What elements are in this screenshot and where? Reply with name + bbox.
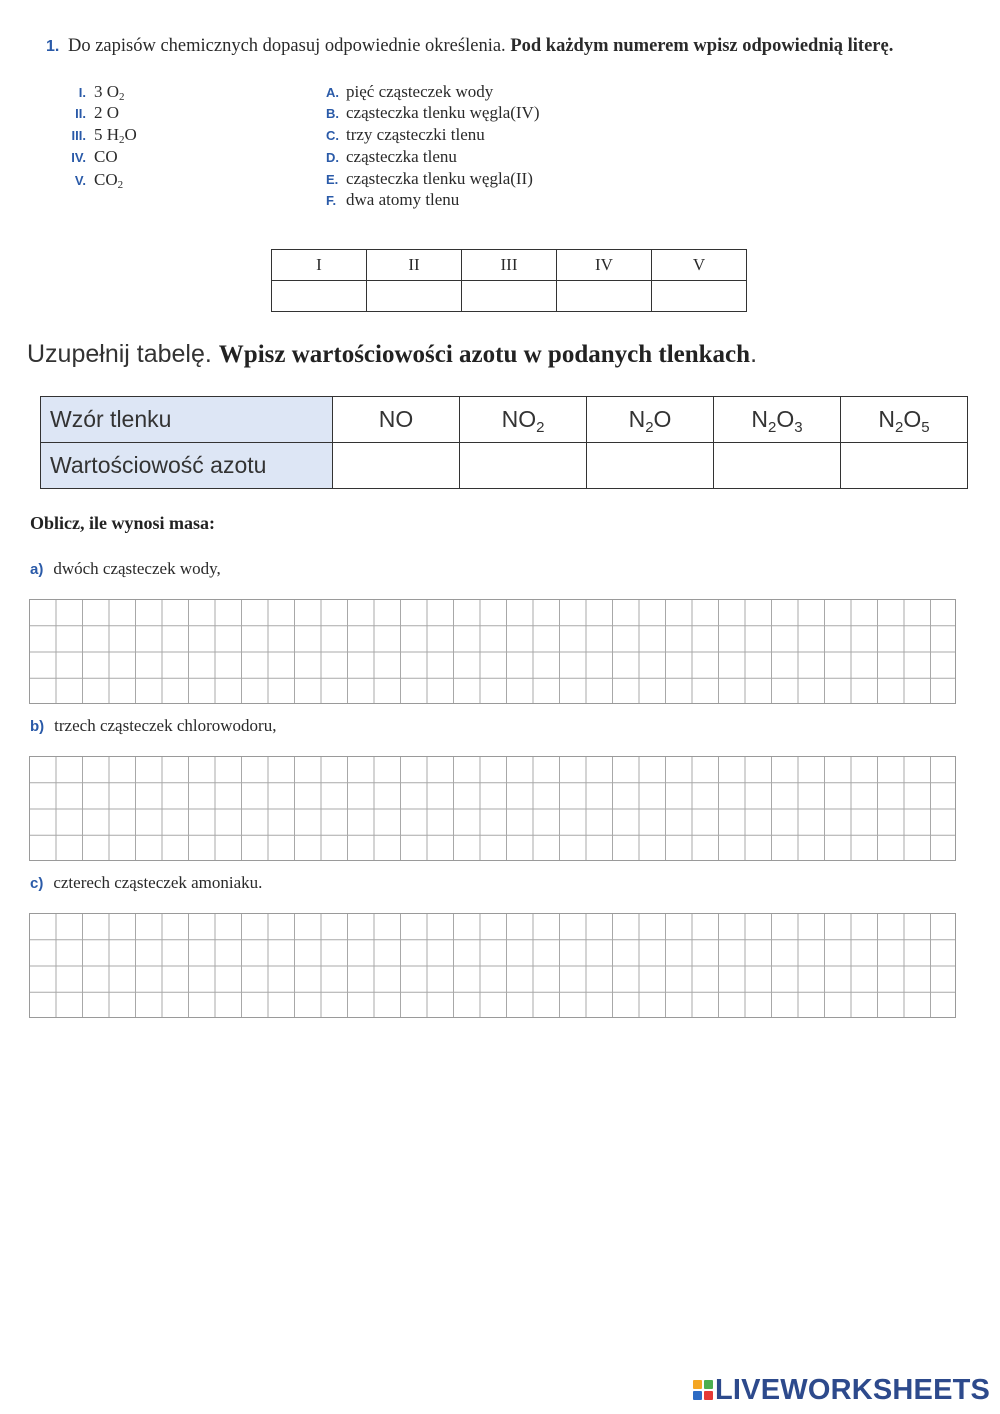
valence-input-cell[interactable] xyxy=(460,443,587,489)
formula-subscript: 2 xyxy=(895,419,904,436)
formula-symbol: NO xyxy=(501,406,537,432)
formula-row-header: Wzór tlenku xyxy=(41,397,333,443)
description-label: C. xyxy=(326,128,339,143)
description-item xyxy=(326,190,459,210)
formula-subscript: 2 xyxy=(119,134,125,146)
formula-symbol: NO xyxy=(378,406,414,432)
formula-item xyxy=(52,147,118,167)
answer-header-row xyxy=(272,250,747,281)
description-item xyxy=(326,147,457,167)
description-item xyxy=(326,169,533,189)
valence-input-cell[interactable] xyxy=(841,443,968,489)
task2-heading-end: . xyxy=(750,340,758,368)
description-label: F. xyxy=(326,193,337,208)
answer-header-cell: III xyxy=(462,250,557,281)
valence-formula-row xyxy=(41,397,968,443)
description-text: cząsteczka tlenku węgla(IV) xyxy=(346,103,540,122)
description-text: dwa atomy tlenu xyxy=(346,190,460,209)
formula-text: 5 H xyxy=(94,125,120,144)
logo-square-3 xyxy=(693,1391,702,1400)
formula-subscript: 2 xyxy=(645,419,654,436)
formula-text: 2 O xyxy=(94,103,120,122)
answer-grid-c[interactable] xyxy=(29,913,956,1018)
logo-square-4 xyxy=(704,1391,713,1400)
valence-row-header: Wartościowość azotu xyxy=(41,443,333,489)
task1-number: 1. xyxy=(46,38,60,55)
oxide-formula-cell xyxy=(587,397,714,443)
description-label: A. xyxy=(326,85,339,100)
formula-item xyxy=(52,103,119,123)
item-text: czterech cząsteczek amoniaku. xyxy=(53,873,263,892)
item-label: c) xyxy=(30,875,44,892)
task3-item-c xyxy=(30,873,262,893)
answer-input-cell[interactable] xyxy=(272,281,367,312)
formula-symbol: N xyxy=(628,406,646,432)
answer-grid-a[interactable] xyxy=(29,599,956,704)
description-text: cząsteczka tlenku węgla(II) xyxy=(346,169,533,188)
valence-input-cell[interactable] xyxy=(587,443,714,489)
formula-symbol: N xyxy=(878,406,896,432)
formula-label: V. xyxy=(74,173,86,188)
task1-instruction-bold: Pod każdym numerem wpisz odpowiednią literę. xyxy=(510,36,894,56)
formula-subscript: 5 xyxy=(921,419,930,436)
answer-table xyxy=(271,249,747,312)
formula-symbol: O xyxy=(903,406,922,432)
description-item xyxy=(326,125,485,145)
task1-instruction xyxy=(46,36,893,57)
oxide-formula-cell xyxy=(841,397,968,443)
valence-table xyxy=(40,396,968,489)
item-label: b) xyxy=(30,718,45,735)
task3-item-b xyxy=(30,716,276,736)
formula-symbol: O xyxy=(653,406,672,432)
valence-input-cell[interactable] xyxy=(714,443,841,489)
oxide-formula-cell xyxy=(460,397,587,443)
answer-input-cell[interactable] xyxy=(367,281,462,312)
description-text: pięć cząsteczek wody xyxy=(346,82,494,101)
oxide-formula-cell xyxy=(333,397,460,443)
item-text: trzech cząsteczek chlorowodoru, xyxy=(54,716,277,735)
formula-symbol: N xyxy=(751,406,769,432)
formula-item xyxy=(52,170,123,190)
formula-subscript: 3 xyxy=(794,419,803,436)
liveworksheets-logo xyxy=(693,1372,990,1408)
formula-label: II. xyxy=(75,106,86,121)
task3-heading: Oblicz, ile wynosi masa: xyxy=(30,513,215,533)
formula-label: I. xyxy=(78,85,86,100)
answer-grid-b[interactable] xyxy=(29,756,956,861)
task3-item-a xyxy=(30,559,221,579)
answer-header-cell: IV xyxy=(557,250,652,281)
formula-tail: O xyxy=(124,125,137,144)
description-label: B. xyxy=(326,106,339,121)
formula-label: III. xyxy=(71,128,86,143)
oxide-formula-cell xyxy=(714,397,841,443)
formula-subscript: 2 xyxy=(768,419,777,436)
valence-input-cell[interactable] xyxy=(333,443,460,489)
item-text: dwóch cząsteczek wody, xyxy=(53,559,221,578)
description-text: trzy cząsteczki tlenu xyxy=(346,125,485,144)
formula-item xyxy=(52,82,125,102)
description-label: D. xyxy=(326,150,339,165)
formula-label: IV. xyxy=(71,150,86,165)
task2-instruction xyxy=(27,340,757,369)
answer-input-cell[interactable] xyxy=(462,281,557,312)
task2-heading-bold: Wpisz wartościowości azotu w podanych tlenkach xyxy=(218,341,751,368)
answer-input-cell[interactable] xyxy=(652,281,747,312)
formula-subscript: 2 xyxy=(117,179,124,191)
description-item xyxy=(326,103,540,123)
task1-instruction-text: Do zapisów chemicznych dopasuj odpowiednie określenia. xyxy=(67,36,506,56)
description-text: cząsteczka tlenu xyxy=(346,147,457,166)
formula-symbol: O xyxy=(776,406,795,432)
answer-header-cell: II xyxy=(367,250,462,281)
logo-text: LIVEWORKSHEETS xyxy=(715,1373,991,1406)
description-label: E. xyxy=(326,172,339,187)
logo-square-1 xyxy=(693,1380,702,1389)
formula-text: 3 O xyxy=(94,82,120,101)
formula-subscript: 2 xyxy=(536,419,545,436)
answer-input-cell[interactable] xyxy=(557,281,652,312)
answer-header-cell: I xyxy=(272,250,367,281)
formula-subscript: 2 xyxy=(119,91,125,103)
formula-text: CO xyxy=(94,147,118,166)
logo-square-2 xyxy=(704,1380,713,1389)
valence-answer-row xyxy=(41,443,968,489)
answer-header-cell: V xyxy=(652,250,747,281)
description-item xyxy=(326,82,493,102)
formula-text: CO xyxy=(94,170,118,189)
answer-input-row xyxy=(272,281,747,312)
task2-heading: Uzupełnij tabelę. xyxy=(27,340,212,368)
logo-icon xyxy=(693,1380,713,1400)
formula-item xyxy=(52,125,137,145)
item-label: a) xyxy=(30,561,44,578)
